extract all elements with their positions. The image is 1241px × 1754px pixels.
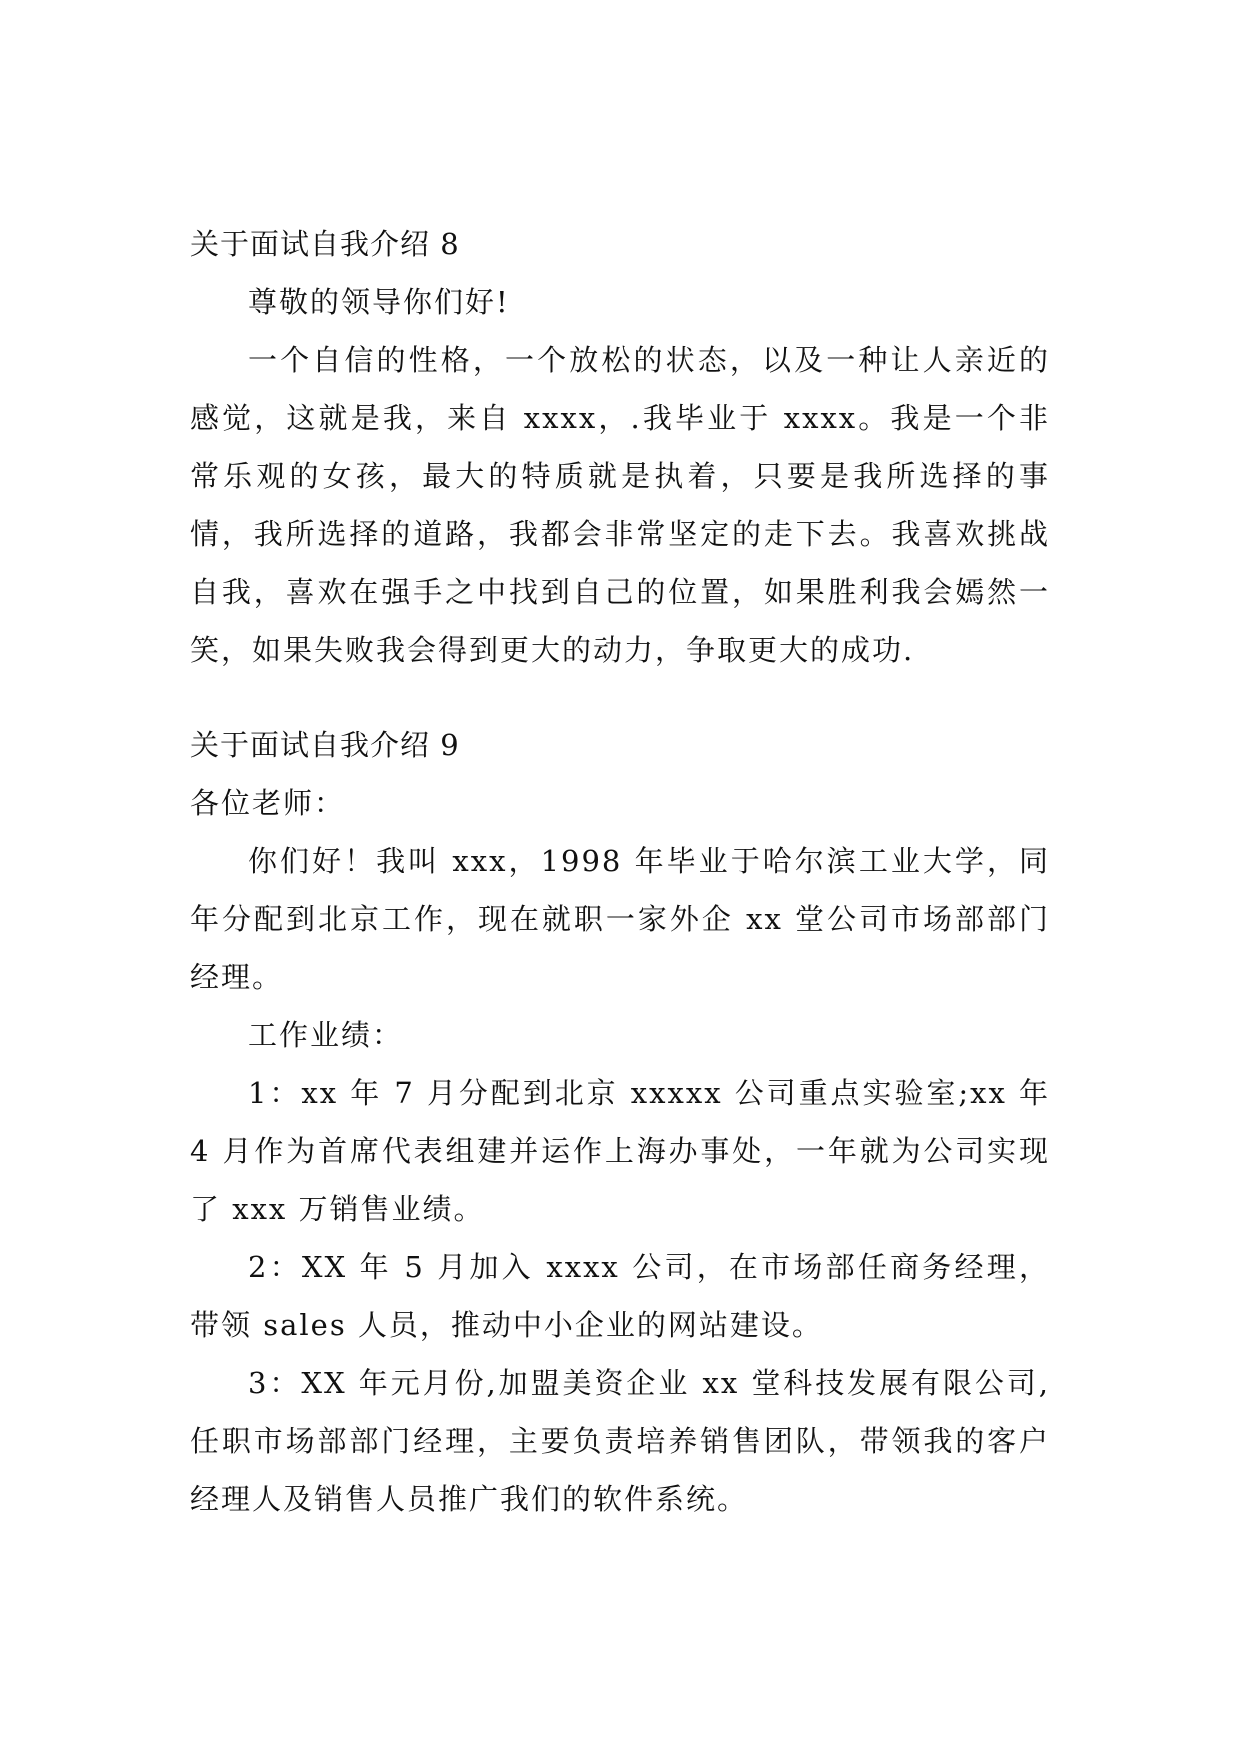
body-paragraph: 你们好！我叫 xxx，1998 年毕业于哈尔滨工业大学，同年分配到北京工作，现在就职一家外企 xx 堂公司市场部部门经理。	[190, 844, 1050, 994]
greeting-paragraph: 尊敬的领导你们好!	[248, 285, 510, 319]
body-paragraph: 一个自信的性格，一个放松的状态，以及一种让人亲近的感觉，这就是我，来自 xxxx，.我毕业于 xxxx。我是一个非常乐观的女孩，最大的特质就是执着，只要是我所选择的事情，我所选择的道路，我都会非常坚定的走下去。我喜欢挑战自我，喜欢在强手之中找到自己的位置，如果胜利我会嫣然一笑，如果失败我会得到更大的动力，争取更大的成功.	[190, 343, 1050, 667]
list-paragraph: 1：xx 年 7 月分配到北京 xxxxx 公司重点实验室;xx 年 4 月作为首席代表组建并运作上海办事处，一年就为公司实现了 xxx 万销售业绩。	[190, 1076, 1050, 1226]
document-body	[190, 215, 1050, 1528]
section-intro-8	[190, 215, 1050, 679]
salutation: 各位老师：	[190, 786, 346, 820]
section-heading: 关于面试自我介绍 9	[190, 728, 460, 762]
subheading-paragraph: 工作业绩：	[248, 1018, 404, 1052]
list-paragraph: 2：XX 年 5 月加入 xxxx 公司，在市场部任商务经理，带领 sales 人员，推动中小企业的网站建设。	[190, 1250, 1050, 1342]
section-intro-9	[190, 716, 1050, 1528]
section-heading: 关于面试自我介绍 8	[190, 227, 460, 261]
list-paragraph: 3：XX 年元月份,加盟美资企业 xx 堂科技发展有限公司,任职市场部部门经理，主要负责培养销售团队，带领我的客户经理人及销售人员推广我们的软件系统。	[190, 1366, 1050, 1516]
